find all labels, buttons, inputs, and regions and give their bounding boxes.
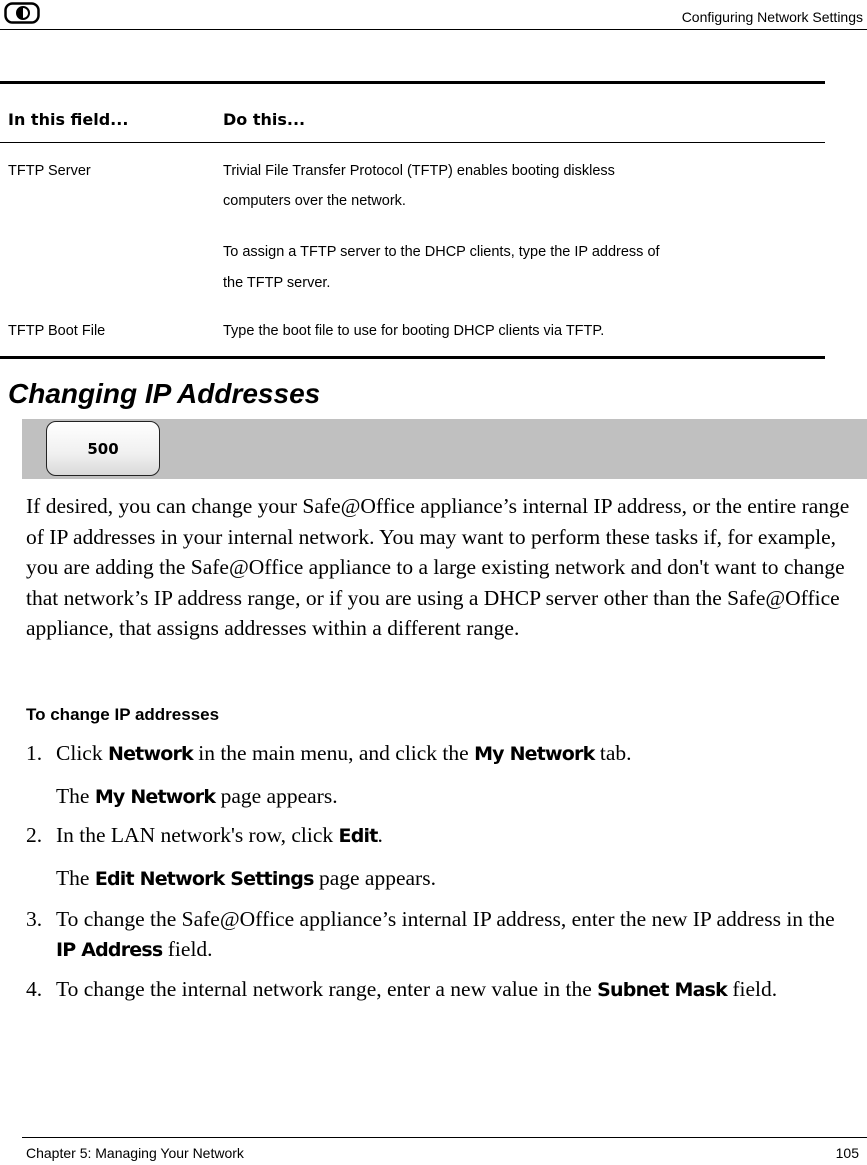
table-row-field: TFTP Boot File <box>8 323 106 339</box>
procedure-title: To change IP addresses <box>26 705 220 724</box>
model-applicability-bar <box>22 419 867 479</box>
model-500-button[interactable]: 500 <box>46 421 160 476</box>
step-number: 2. <box>26 823 43 847</box>
device-logo-icon <box>4 2 40 24</box>
ui-term: My Network <box>94 786 216 808</box>
table-top-rule <box>0 81 825 84</box>
table-row-desc: Type the boot file to use for booting DHCP clients via TFTP. <box>223 323 605 339</box>
table-row-desc: computers over the network. <box>223 193 406 209</box>
table-bottom-rule <box>0 356 825 359</box>
table-row-desc: the TFTP server. <box>223 275 331 291</box>
ui-term: Subnet Mask <box>597 979 727 1001</box>
step-text: Click Network in the main menu, and click the My Network tab. <box>56 741 632 765</box>
step-text: To change the internal network range, enter a new value in the Subnet Mask field. <box>56 977 778 1001</box>
header-rule <box>0 29 867 30</box>
list-item <box>26 974 862 1034</box>
ui-term: Edit Network Settings <box>94 868 314 890</box>
table-row-desc: Trivial File Transfer Protocol (TFTP) enables booting diskless <box>223 163 615 179</box>
page-number: 105 <box>835 1145 859 1161</box>
ui-term: My Network <box>474 743 595 765</box>
step-text: In the LAN network's row, click Edit. <box>56 823 383 847</box>
ui-term: Edit <box>338 825 378 847</box>
table-row-field: TFTP Server <box>8 163 91 179</box>
step-result: The My Network page appears. <box>56 784 338 808</box>
running-header-title: Configuring Network Settings <box>681 9 863 25</box>
step-number: 3. <box>26 907 43 931</box>
table-header-do: Do this... <box>223 110 306 129</box>
table-header-rule <box>0 142 825 143</box>
table-row-desc: To assign a TFTP server to the DHCP clients, type the IP address of <box>223 244 660 260</box>
list-item <box>26 738 862 768</box>
intro-paragraph: If desired, you can change your Safe@Office appliance’s internal IP address, or the entire range of IP addresses in your internal network. You may want to perform these tasks if, for example, you are adding the Safe@Office appliance to a large existing network and don't want to change that network’s IP address range, or if you are using a DHCP server other than the Safe@Office appliance, that assigns addresses within a different range. <box>26 494 850 640</box>
ui-term: IP Address <box>56 939 163 961</box>
step-number: 4. <box>26 977 43 1001</box>
step-result: The Edit Network Settings page appears. <box>56 866 436 890</box>
footer-chapter: Chapter 5: Managing Your Network <box>26 1145 244 1161</box>
list-item <box>26 820 862 850</box>
table-header-field: In this field... <box>8 110 129 129</box>
footer-rule <box>22 1137 867 1138</box>
ui-term: Network <box>107 743 193 765</box>
section-title: Changing IP Addresses <box>8 378 321 409</box>
step-text: To change the Safe@Office appliance’s internal IP address, enter the new IP address in the IP Address field. <box>56 907 835 961</box>
list-item <box>26 904 862 964</box>
step-number: 1. <box>26 741 43 765</box>
